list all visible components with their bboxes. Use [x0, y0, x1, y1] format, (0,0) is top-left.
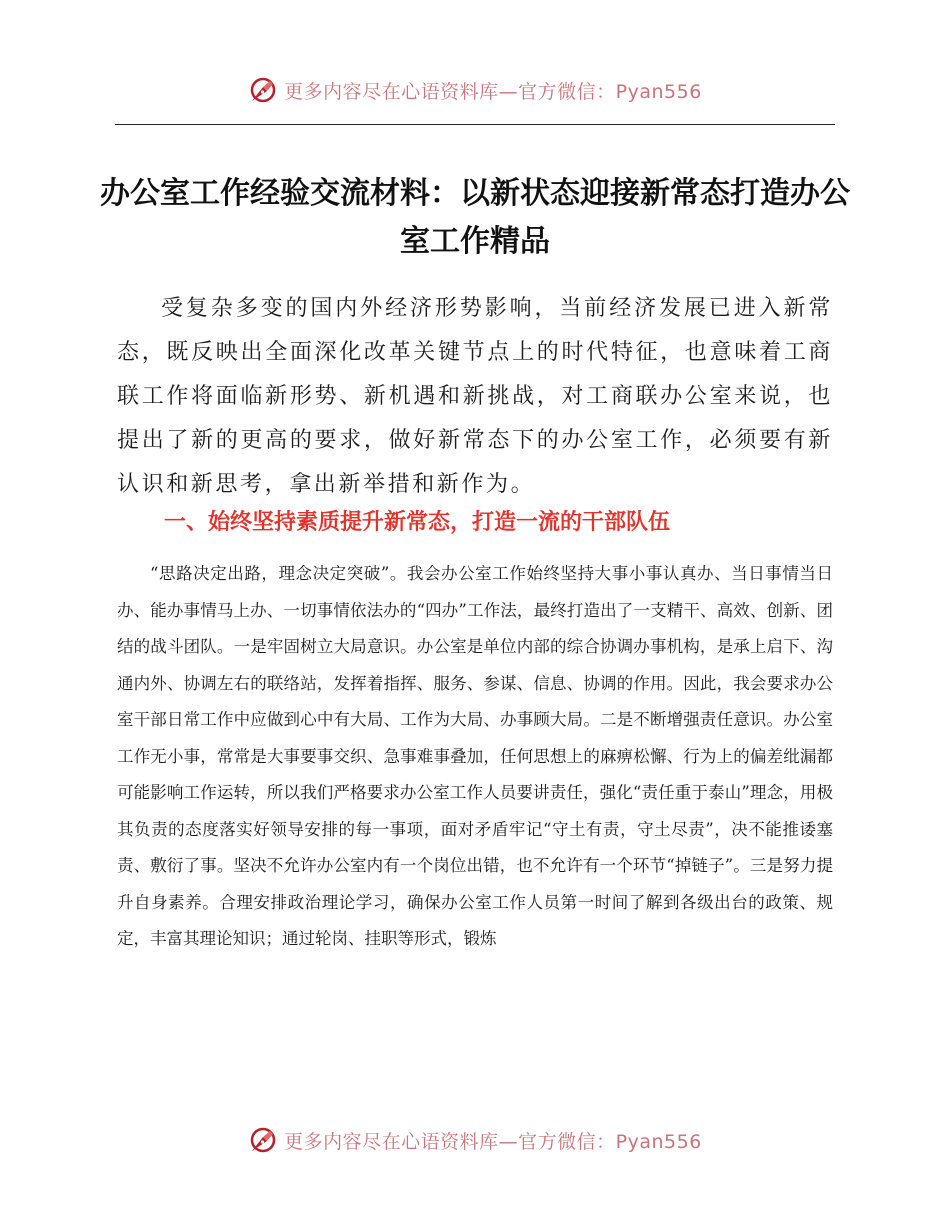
pen-nib-logo-icon — [248, 1125, 278, 1155]
banner-text: 更多内容尽在心语资料库—官方微信：Pyan556 — [284, 1130, 702, 1153]
section-1-body: “思路决定出路，理念决定突破”。我会办公室工作始终坚持大事小事认真办、当日事情当日办、能办事情马上办、一切事情依法办的“四办”工作法，最终打造出了一支精干、高效、创新、团结的战斗团队。一是牢固树立大局意识。办公室是单位内部的综合协调办事机构，是承上启下、沟通内外、协调左右的联络站，发挥着指挥、服务、参谋、信息、协调的作用。因此，我会要求办公室干部日常工作中应做到心中有大局、工作为大局、办事顾大局。二是不断增强责任意识。办公室工作无小事，常常是大事要事交织、急事难事叠加，任何思想上的麻痹松懈、行为上的偏差纰漏都可能影响工作运转，所以我们严格要求办公室工作人员要讲责任，强化“责任重于泰山”理念，用极其负责的态度落实好领导安排的每一事项，面对矛盾牢记“守土有责，守土尽责”，决不能推诿塞责、敷衍了事。坚决不允许办公室内有一个岗位出错，也不允许有一个环节“掉链子”。三是努力提升自身素养。合理安排政治理论学习，确保办公室工作人员第一时间了解到各级出台的政策、规定，丰富其理论知识；通过轮岗、挂职等形式，锻炼 — [117, 564, 833, 948]
intro-paragraph: 受复杂多变的国内外经济形势影响，当前经济发展已进入新常态，既反映出全面深化改革关键节点上的时代特征，也意味着工商联工作将面临新形势、新机遇和新挑战，对工商联办公室来说，也提出了新的更高的要求，做好新常态下的办公室工作，必须要有新认识和新思考，拿出新举措和新作为。 — [117, 296, 833, 497]
header-divider — [115, 124, 835, 125]
header-banner — [0, 72, 950, 108]
footer-banner — [0, 1122, 950, 1158]
banner-text: 更多内容尽在心语资料库—官方微信：Pyan556 — [284, 80, 702, 103]
section-heading-1: 一、始终坚持素质提升新常态，打造一流的干部队伍 — [164, 510, 671, 535]
pen-nib-logo-icon — [248, 75, 278, 105]
document-title: 办公室工作经验交流材料：以新状态迎接新常态打造办公室工作精品 — [100, 176, 850, 259]
